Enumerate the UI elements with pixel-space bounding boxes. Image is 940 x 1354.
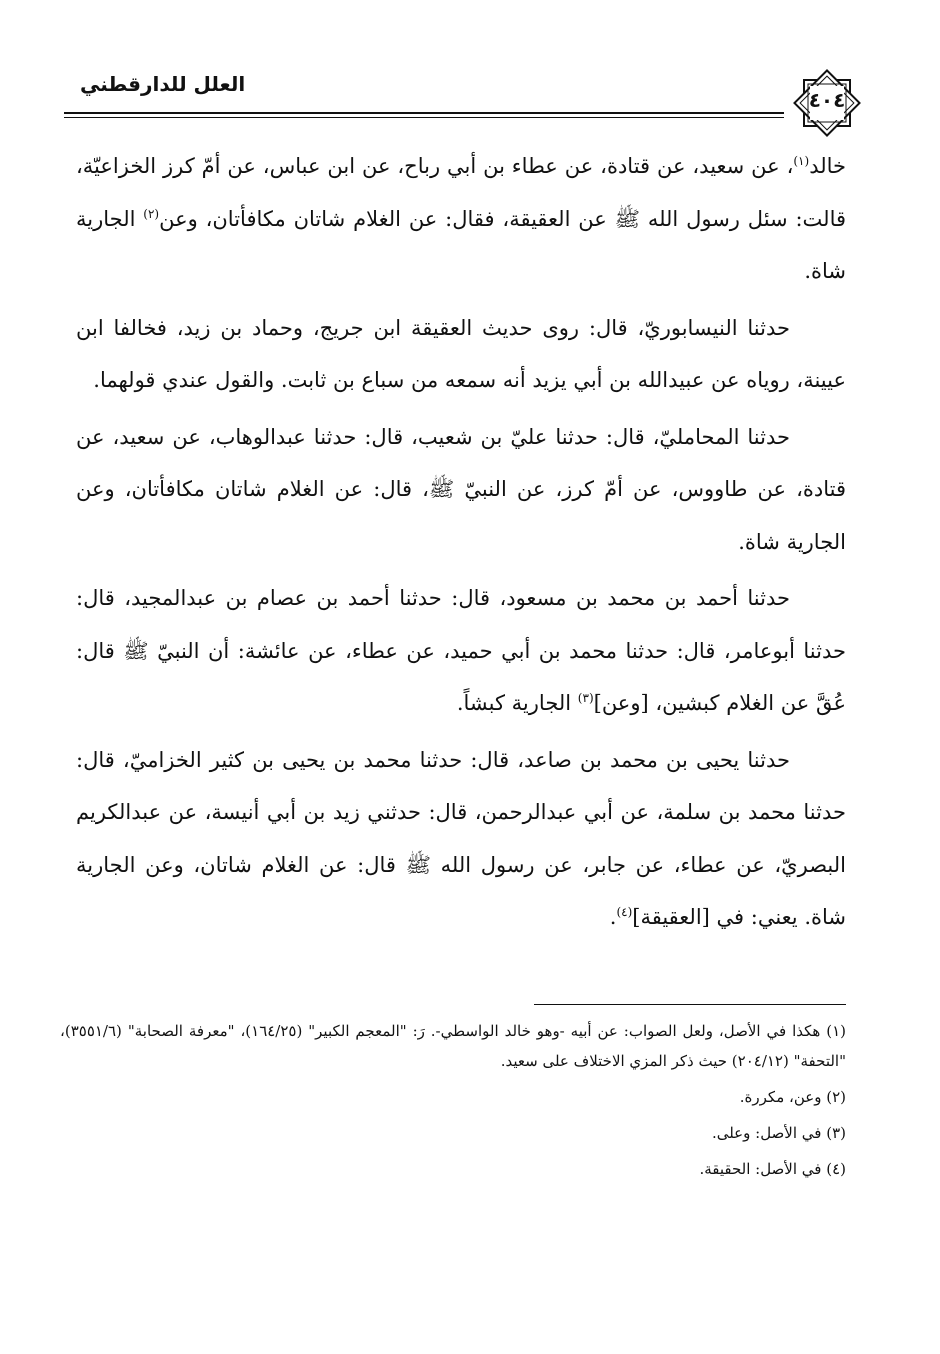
main-text — [76, 140, 846, 944]
paragraph-1 — [76, 140, 846, 298]
paragraph-text: الجارية كبشاً. — [456, 691, 578, 715]
footnotes — [60, 1016, 846, 1190]
paragraph-text: ، عن سعيد، عن قتادة، عن عطاء بن أبي رباح، عن ابن عباس، عن أمّ كرز الخزاعيّة، قالت: سئل رسول الله ﷺ عن العقيقة، فقال: عن الغلام شاتان مكافأتان، وعن — [76, 154, 847, 231]
footnote-marker: (١) — [793, 154, 810, 168]
footnote-marker: (٣) — [577, 691, 594, 705]
paragraph-text: حدثنا أحمد بن محمد بن مسعود، قال: حدثنا أحمد بن عصام بن عبدالمجيد، قال: حدثنا أبوعامر، قال: حدثنا محمد بن أبي حميد، عن عطاء، عن عائشة: أن النبيّ ﷺ قال: عُقَّ عن الغلام كبشين، [وعن] — [76, 586, 846, 715]
paragraph-3: حدثنا المحامليّ، قال: حدثنا عليّ بن شعيب، قال: حدثنا عبدالوهاب، عن سعيد، عن قتادة، عن طاووس، عن أمّ كرز، عن النبيّ ﷺ، قال: عن الغلام شاتان مكافأتان، وعن الجارية شاة. — [76, 424, 846, 554]
paragraph-4 — [76, 572, 846, 730]
footnote-1: (١) هكذا في الأصل، ولعل الصواب: عن أبيه -وهو خالد الواسطي-. رَ: "المعجم الكبير" (١٦٤/٢٥)، "معرفة الصحابة" (٣٥٥١/٦)، "التحفة" (٢٠٤/١٢) حيث ذكر المزي الاختلاف على سعيد. — [60, 1022, 847, 1070]
header-rule-thin — [64, 117, 784, 118]
paragraph-2: حدثنا النيسابوريّ، قال: روى حديث العقيقة ابن جريج، وحماد بن زيد، فخالفا ابن عيينة، روياه عن عبيدالله بن أبي يزيد أنه سمعه من سباع بن ثابت. والقول عندي قولهما. — [76, 315, 846, 392]
paragraph-5 — [76, 734, 846, 944]
paragraph-text: خالد — [809, 154, 846, 178]
paragraph-text: . — [609, 905, 617, 929]
footnote-2: (٢) وعن، مكررة. — [739, 1088, 846, 1106]
footnote-4: (٤) في الأصل: الحقيقة. — [699, 1160, 846, 1178]
running-head-book-title: العلل للدارقطني — [80, 72, 246, 96]
footnote-marker: (٢) — [143, 206, 160, 221]
footnote-separator — [534, 1004, 846, 1005]
paragraph-text: حدثنا يحيى بن محمد بن صاعد، قال: حدثنا محمد بن يحيى بن كثير الخزاميّ، قال: حدثنا محمد بن سلمة، عن أبي عبدالرحمن، قال: حدثني زيد بن أبي أنيسة، عن عبدالكريم البصريّ، عن عطاء، عن جابر، عن رسول الله ﷺ قال: عن الغلام شاتان، وعن الجارية شاة. يعني: في [العقيقة] — [76, 747, 846, 929]
page-number: ٤٠٤ — [808, 88, 846, 112]
header-rule — [64, 112, 784, 114]
footnote-3: (٣) في الأصل: وعلى. — [711, 1124, 846, 1142]
paragraph-text: الجارية شاة. — [76, 206, 846, 283]
footnote-marker: (٤) — [616, 905, 633, 919]
